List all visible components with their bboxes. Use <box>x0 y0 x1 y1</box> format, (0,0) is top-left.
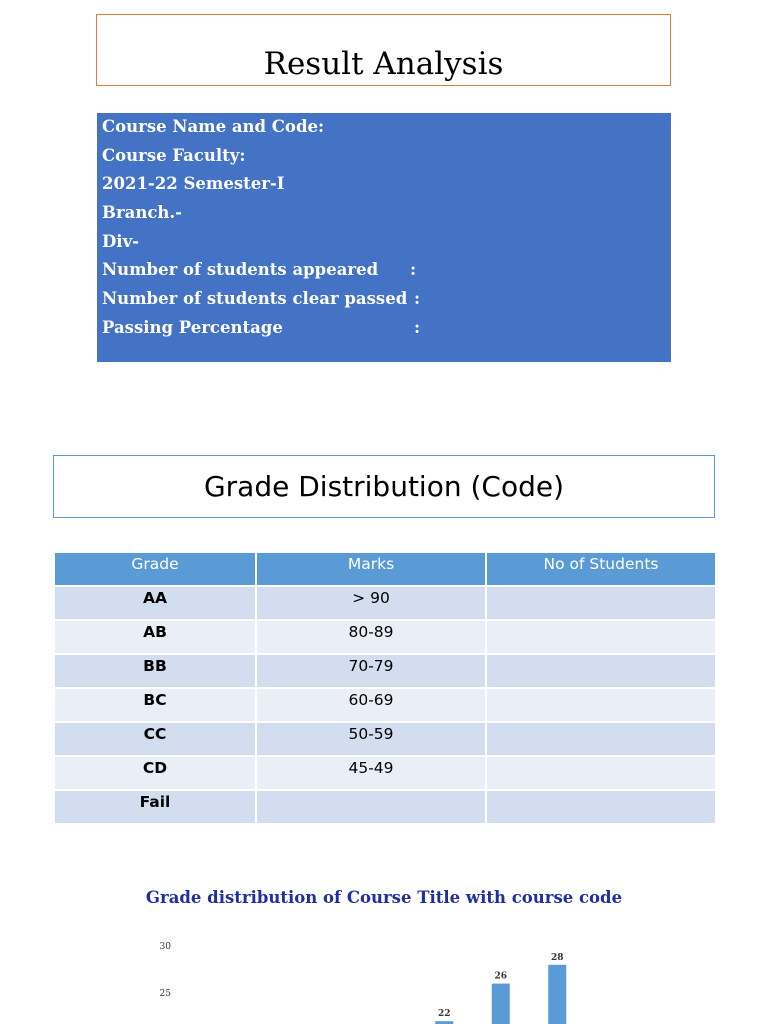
course-info-panel <box>97 113 671 362</box>
info-label: Number of students appeared <box>102 260 379 280</box>
info-colon: : <box>410 260 417 280</box>
table-row <box>54 620 716 654</box>
grade-table-header-row <box>54 552 716 586</box>
bar-data-label: 28 <box>550 952 564 963</box>
students-cell <box>486 620 716 654</box>
students-cell <box>486 790 716 824</box>
info-label: Div- <box>102 231 140 251</box>
table-row <box>54 654 716 688</box>
table-row <box>54 722 716 756</box>
grade-cell: Fail <box>54 790 256 824</box>
students-cell <box>486 654 716 688</box>
info-colon: : <box>414 289 421 309</box>
y-tick-label: 30 <box>159 942 171 952</box>
grade-distribution-chart <box>0 930 768 1024</box>
info-label: Course Name and Code: <box>102 117 325 136</box>
table-row <box>54 756 716 790</box>
grade-cell: CC <box>54 722 256 756</box>
header-grade: Grade <box>54 552 256 586</box>
table-row <box>54 790 716 824</box>
info-row <box>102 286 671 315</box>
students-cell <box>486 722 716 756</box>
marks-cell: 50-59 <box>256 722 486 756</box>
page-title: Result Analysis <box>263 46 504 82</box>
marks-cell: > 90 <box>256 586 486 620</box>
marks-cell: 60-69 <box>256 688 486 722</box>
header-marks: Marks <box>256 552 486 586</box>
bar <box>548 965 566 1024</box>
info-row <box>102 257 671 286</box>
bar <box>492 984 510 1024</box>
info-label: Course Faculty: <box>102 145 246 165</box>
chart-title: Grade distribution of Course Title with course code <box>145 888 623 907</box>
info-label: 2021-22 Semester-I <box>102 174 285 194</box>
marks-cell: 45-49 <box>256 756 486 790</box>
marks-cell: 80-89 <box>256 620 486 654</box>
grade-cell: BC <box>54 688 256 722</box>
grade-distribution-title-box <box>53 455 715 518</box>
header-no-of-students: No of Students <box>486 552 716 586</box>
grade-cell: CD <box>54 756 256 790</box>
info-row <box>102 114 671 143</box>
grade-cell: BB <box>54 654 256 688</box>
marks-cell <box>256 790 486 824</box>
info-row <box>102 143 671 172</box>
info-label: Passing Percentage <box>102 317 283 337</box>
info-label: Number of students clear passed <box>102 289 408 309</box>
grade-cell: AB <box>54 620 256 654</box>
bar-data-label: 22 <box>437 1009 451 1020</box>
result-analysis-title-box <box>96 14 671 86</box>
info-row <box>102 200 671 229</box>
grade-cell: AA <box>54 586 256 620</box>
info-row <box>102 229 671 258</box>
info-colon: : <box>414 317 421 337</box>
bar-data-label: 26 <box>494 971 508 982</box>
grade-table <box>53 551 717 825</box>
info-row <box>102 315 671 344</box>
students-cell <box>486 756 716 790</box>
students-cell <box>486 586 716 620</box>
marks-cell: 70-79 <box>256 654 486 688</box>
table-row <box>54 688 716 722</box>
info-row <box>102 171 671 200</box>
table-row <box>54 586 716 620</box>
info-label: Branch.- <box>102 203 182 223</box>
y-tick-label: 25 <box>159 989 171 999</box>
grade-distribution-title: Grade Distribution (Code) <box>203 470 565 503</box>
students-cell <box>486 688 716 722</box>
